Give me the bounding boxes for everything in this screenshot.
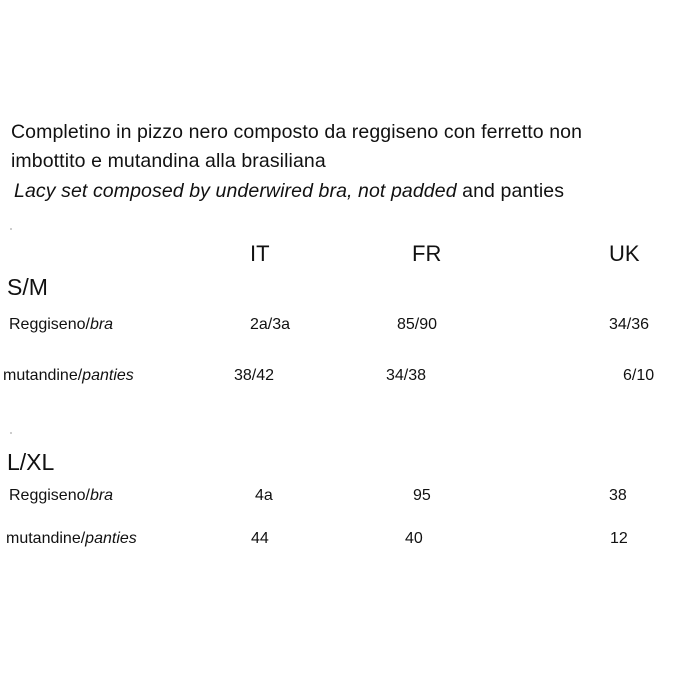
- row-label-italic: bra: [89, 316, 114, 333]
- row-label-regular: Reggiseno/: [9, 487, 90, 504]
- cell-bra-lxl-fr: 95: [413, 487, 431, 504]
- scan-speck: [10, 228, 12, 230]
- description-english-italic: Lacy set composed by underwired bra, not padded: [14, 180, 457, 202]
- cell-panties-lxl-it: 44: [251, 530, 269, 547]
- row-label-panties-sm: [3, 367, 134, 385]
- row-label-italic: bra: [89, 487, 114, 504]
- cell-bra-sm-fr: 85/90: [397, 316, 438, 333]
- row-label-bra-lxl: [9, 487, 113, 505]
- row-label-regular: Reggiseno/: [9, 316, 90, 333]
- cell-bra-sm-uk: 34/36: [609, 316, 650, 333]
- row-label-italic: panties: [82, 367, 134, 384]
- cell-bra-lxl-uk: 38: [609, 487, 627, 504]
- cell-bra-lxl-it: 4a: [255, 487, 273, 504]
- row-label-regular: mutandine/: [6, 530, 86, 547]
- cell-panties-lxl-uk: 12: [610, 530, 628, 547]
- scan-speck: [10, 432, 12, 434]
- cell-panties-sm-fr: 34/38: [386, 367, 427, 384]
- row-label-italic: panties: [85, 530, 137, 547]
- size-group-sm-title: S/M: [7, 274, 48, 300]
- description-line-2: imbottito e mutandina alla brasiliana: [11, 150, 326, 172]
- column-header-it: IT: [250, 241, 270, 266]
- description-line-3: [14, 180, 564, 203]
- description-english-regular: and panties: [456, 180, 565, 202]
- cell-panties-lxl-fr: 40: [405, 530, 423, 547]
- column-header-fr: FR: [412, 241, 442, 266]
- cell-bra-sm-it: 2a/3a: [250, 316, 291, 333]
- row-label-regular: mutandine/: [3, 367, 83, 384]
- row-label-bra-sm: [9, 316, 113, 334]
- cell-panties-sm-it: 38/42: [234, 367, 275, 384]
- column-header-uk: UK: [609, 241, 640, 266]
- row-label-panties-lxl: [6, 530, 137, 548]
- description-line-1: Completino in pizzo nero composto da reggiseno con ferretto non: [11, 121, 583, 143]
- size-group-lxl-title: L/XL: [7, 449, 55, 475]
- cell-panties-sm-uk: 6/10: [623, 367, 655, 384]
